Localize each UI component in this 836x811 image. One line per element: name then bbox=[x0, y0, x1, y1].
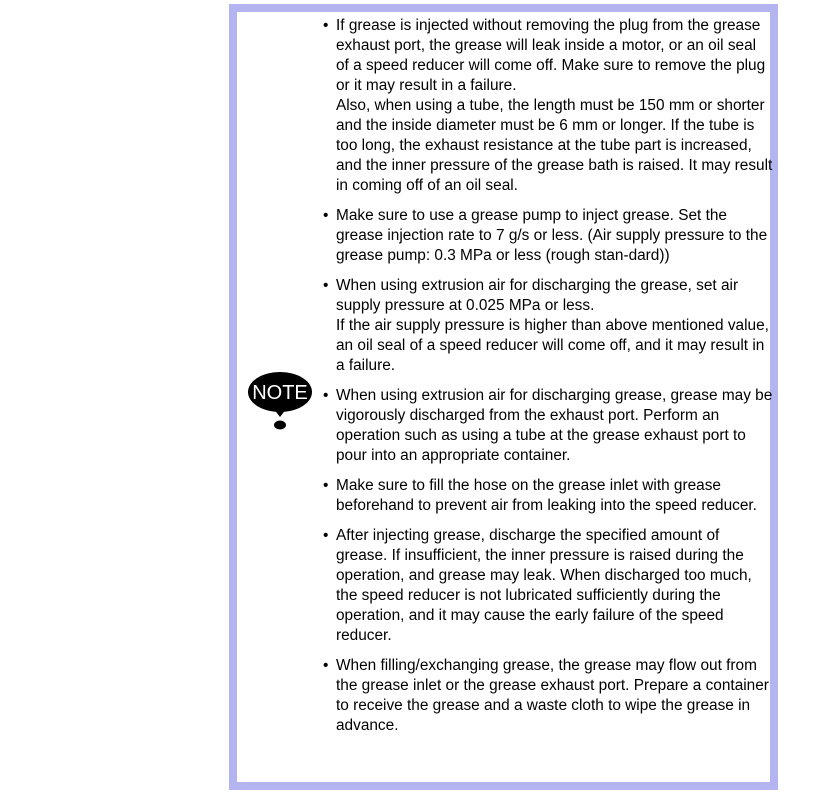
note-paragraph: After injecting grease, discharge the specified amount of grease. If insufficient, the inner pressure is raised during the operation, and grease may leak. When discharged too much, the speed reducer is not lubricated sufficiently during the operation, and it may cause the early failure of the speed reducer. bbox=[336, 527, 752, 644]
note-item bbox=[323, 206, 773, 266]
note-paragraph: When filling/exchanging grease, the grease may flow out from the grease inlet or the grease exhaust port. Prepare a container to receive the grease and a waste cloth to wipe the grease in advance. bbox=[336, 657, 769, 734]
note-box bbox=[229, 4, 778, 790]
bullet-icon: • bbox=[323, 277, 329, 294]
bullet-icon: • bbox=[323, 207, 329, 224]
note-list bbox=[323, 16, 773, 746]
note-icon-label: NOTE bbox=[252, 382, 308, 404]
note-paragraph: Make sure to fill the hose on the grease inlet with grease beforehand to prevent air from leaking into the speed reducer. bbox=[336, 477, 757, 514]
note-item bbox=[323, 386, 773, 466]
note-paragraph: If the air supply pressure is higher than above mentioned value, an oil seal of a speed reducer will come off, and it may result in a failure. bbox=[336, 317, 769, 374]
note-item bbox=[323, 16, 773, 196]
bullet-icon: • bbox=[323, 477, 329, 494]
bullet-icon: • bbox=[323, 657, 329, 674]
note-item bbox=[323, 476, 773, 516]
note-paragraph: When using extrusion air for discharging grease, grease may be vigorously discharged from the exhaust port. Perform an operation such as using a tube at the grease exhaust port to pour into an appropriate container. bbox=[336, 387, 773, 464]
bullet-icon: • bbox=[323, 387, 329, 404]
note-item bbox=[323, 656, 773, 736]
note-icon bbox=[247, 370, 313, 430]
note-paragraph: Also, when using a tube, the length must be 150 mm or shorter and the inside diameter must be 6 mm or longer. If the tube is too long, the exhaust resistance at the tube part is increased, and the inner pressure of the grease bath is raised. It may result in coming off of an oil seal. bbox=[336, 97, 773, 194]
note-item bbox=[323, 276, 773, 376]
note-paragraph: When using extrusion air for discharging the grease, set air supply pressure at 0.025 MPa or less. bbox=[336, 277, 739, 314]
bullet-icon: • bbox=[323, 527, 329, 544]
bullet-icon: • bbox=[323, 17, 329, 34]
note-item bbox=[323, 526, 773, 646]
note-paragraph: Make sure to use a grease pump to inject grease. Set the grease injection rate to 7 g/s or less. (Air supply pressure to the grease pump: 0.3 MPa or less (rough stan-dard)) bbox=[336, 207, 768, 264]
note-paragraph: If grease is injected without removing the plug from the grease exhaust port, the grease will leak inside a motor, or an oil seal of a speed reducer will come off. Make sure to remove the plug or it may result in a failure. bbox=[336, 17, 766, 94]
